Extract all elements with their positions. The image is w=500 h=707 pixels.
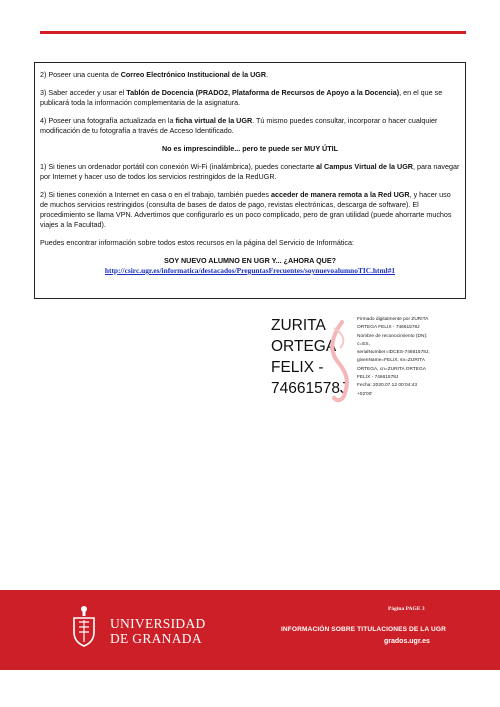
footer-url[interactable]: grados.ugr.es (384, 638, 430, 645)
useful-option-1: 1) Si tienes un ordenador portátil con conexión Wi-Fi (inalámbrica), puedes conectarte al Campus Virtual de la UGR, para navegar por Internet y hacer uso de todos los servicios restringidos de la RedUGR. (40, 162, 460, 181)
requirement-2: 2) Poseer una cuenta de Correo Electrónico Institucional de la UGR. (40, 70, 269, 79)
page-number: Página PAGE 3 (388, 606, 425, 612)
useful-heading: No es imprescindible... pero te puede ser MUY ÚTIL (161, 144, 338, 153)
requirement-3: 3) Saber acceder y usar el Tablón de Docencia (PRADO2, Plataforma de Recursos de Apoyo a la Docencia), en el que se publicará toda la información complementaria de la asignatura. (40, 88, 443, 107)
content-box (34, 62, 466, 299)
footer-title: INFORMACIÓN SOBRE TITULACIONES DE LA UGR (281, 626, 446, 633)
university-crest-icon (72, 604, 96, 648)
signature-details: Firmado digitalmente por ZURITA ORTEGA FELIX - 74661578J Nombre de reconocimiento (DN): c=ES, serialNumber=IDCES-74661578J, givenName=FELIX, sn=ZURITA ORTEGA, cn=ZURITA ORTEGA FELIX - 74661578J Fecha: 2020.07.12 00:04:43 +02'00' (357, 317, 430, 397)
signature-stamp-icon (320, 318, 360, 403)
requirement-4: 4) Poseer una fotografía actualizada en la ficha virtual de la UGR. Tú mismo puedes consultar, incorporar o hacer cualquier modificación de tu fotografía a través de Acceso Identificado. (40, 116, 438, 135)
footer-banner (0, 590, 500, 670)
top-red-rule (40, 31, 466, 34)
info-text: Puedes encontrar información sobre todos estos recursos en la página del Servicio de Informática: (40, 238, 355, 247)
useful-option-2: 2) Si tienes conexión a Internet en casa o en el trabajo, también puedes acceder de manera remota a la Red UGR, y hacer uso de muchos servicios restringidos (consulta de bases de datos de pago, revistas electrónicas, descarga de software). El procedimiento se llama VPN. Advertimos que configurarlo es un poco complicado, pero de gran utilidad (puede ahorrarte muchos viajes a la Facultad). (40, 190, 452, 229)
faq-link[interactable]: http://csirc.ugr.es/informatica/destacados/PreguntasFrecuentes/soynuevoalumnoTIC.html#1 (104, 266, 396, 275)
closing-block (40, 256, 460, 276)
university-name: UNIVERSIDAD DE GRANADA (110, 616, 206, 646)
closing-title: SOY NUEVO ALUMNO EN UGR Y... ¿AHORA QUE? (163, 256, 337, 265)
signature-name: ZURITA ORTEGA FELIX - 74661578J (271, 317, 348, 397)
